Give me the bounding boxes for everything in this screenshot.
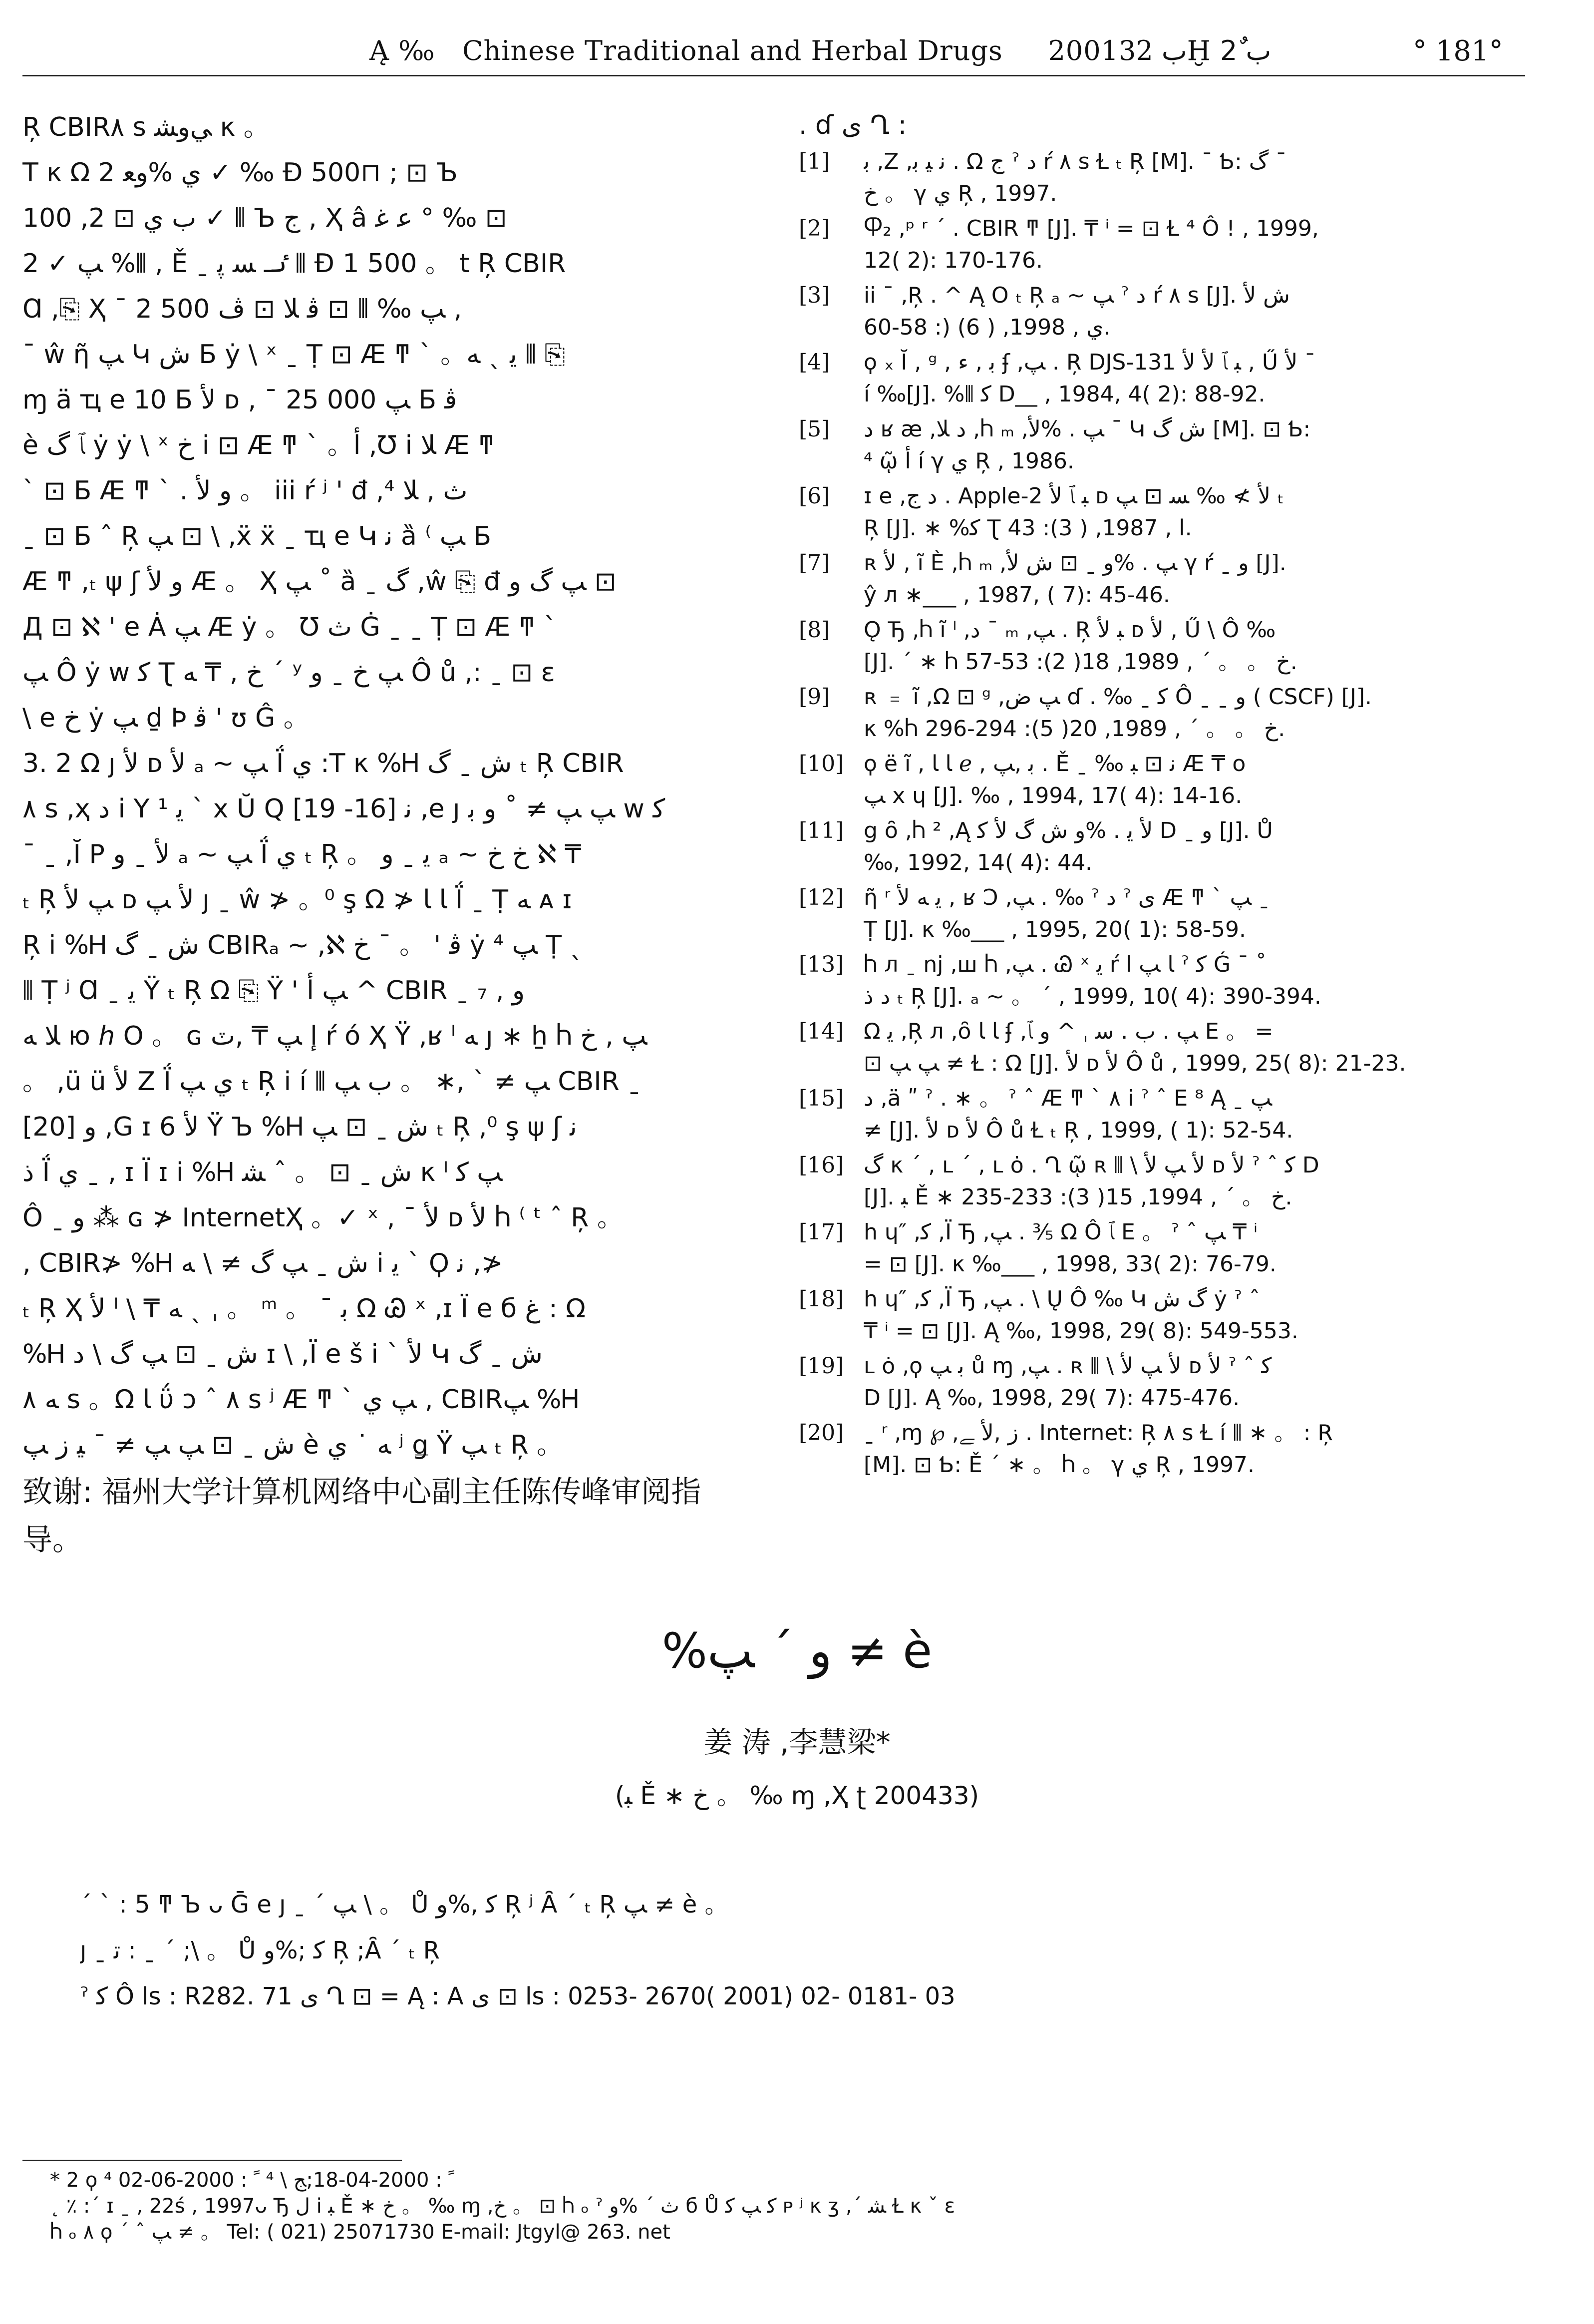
references-heading: . ɗ ﻯ Ղ : bbox=[799, 110, 907, 140]
body-line: Д ⊡ ℵ ' e Ȧ ﭗ Æ ẏ 。 Ʊ ﺙ Ġ ˍ ˍ Ṭ ⊡ Æ ͳ ` bbox=[22, 612, 557, 642]
reference-line: ي , 1998, ( 6) (: 58-60. bbox=[864, 315, 1111, 340]
reference-item bbox=[799, 1350, 1528, 1414]
body-line: ɱ ä ҵ e 10 Б ﻷ ᴅ , ˉ 25 000 ﭗ Б ﭬ bbox=[22, 385, 457, 415]
reference-line: κ %Ⴙ خ 。 。 ˊ , 1989, 20( 5): 294-296. bbox=[864, 716, 1285, 742]
reference-item bbox=[799, 413, 1528, 477]
reference-item bbox=[799, 748, 1528, 812]
body-line: , CBIR≯ %Ꮋ ﺵ ˍ ﭗ ﮒ ≠ \ ﻪ i ﯾ ` Ϙ ﻧ ,≯ bbox=[22, 1248, 503, 1278]
running-header-title bbox=[369, 35, 1271, 66]
reference-list bbox=[799, 146, 1528, 1481]
reference-text bbox=[864, 547, 1528, 611]
abstract-line: ˀ ﮐ Ô ls : R282. 71 ﻯ Ղ ⊡ = Ą : A ﻯ ⊡ ls : 0253- 2670( 2001) 02- 0181- 03 bbox=[80, 1982, 956, 2010]
reference-line: Ω ﯾ ,Ŗ л ,ȏ ﺎ ﺎ ʄ ,ﭗ . ﺏ . ﺳ ˌ ^ ﻭ ﭑ E 。 = bbox=[864, 1019, 1274, 1044]
body-line: Ŗ CBIR٨ s ﻲﻭﺸ κ 。 bbox=[22, 112, 270, 142]
article-block bbox=[0, 1623, 1594, 2019]
reference-text bbox=[864, 1216, 1528, 1280]
footnote-line: * 2 ϙ ⁴ ﹰ : 2000-04-18;ﺞ \ ⁴ ﹰ : 2000-06-02 bbox=[50, 2169, 455, 2192]
abstract bbox=[80, 1882, 1478, 2019]
article-authors: 姜 涛 ,李慧梁* bbox=[703, 1725, 891, 1759]
journal-prefix: Ą ‰ bbox=[369, 35, 435, 66]
reference-line: Ṭ [J]. κ ‰___ , 1995, 20( 1): 58-59. bbox=[864, 917, 1246, 942]
reference-item bbox=[799, 815, 1528, 879]
reference-line: g ȏ ,Ⴙ ² ,Ą ﻷ ﻳ . %ﻭ ﺵ ﮒ ﻷ ﮐ D ˍ ﻭ [J]. Ů bbox=[864, 818, 1273, 843]
reference-text bbox=[864, 614, 1528, 678]
reference-number: [16] bbox=[799, 1153, 844, 1178]
reference-text bbox=[864, 1350, 1528, 1414]
reference-item bbox=[799, 213, 1528, 277]
reference-text bbox=[864, 748, 1528, 812]
journal-name: Chinese Traditional and Herbal Drugs bbox=[462, 35, 1003, 66]
reference-item bbox=[799, 1150, 1528, 1213]
reference-item bbox=[799, 146, 1528, 210]
reference-number: [14] bbox=[799, 1019, 844, 1044]
reference-number: [2] bbox=[799, 216, 830, 241]
reference-line: í ‰[J]. %⫴ ﮐ D__ , 1984, 4( 2): 88-92. bbox=[864, 382, 1266, 407]
body-line: 。 ,ü ü ﻷ Ζ Ḯ ي ﭗ ₜ Ŗ i í ⫴ ﭗ ≠ ` ,∗ 。 ﺏ ﭗ CBIR ˍ bbox=[22, 1067, 641, 1097]
abstract-line: ˊ ˋ : 5 ͳ Ъ ᴗ Ḡ e ȷ ˍ ˊ ﭗ \ 。 Ů ﮐ ,%ﻭ Ŗ ʲ Ȃ ˊ ₜ Ŗ ﭗ ≠ è 。 bbox=[80, 1891, 729, 1919]
page-number: ° 181° bbox=[1413, 35, 1503, 67]
reference-line: ﭗ x ɥ [J]. ‰ , 1994, 17( 4): 14-16. bbox=[864, 783, 1243, 808]
reference-text bbox=[864, 480, 1528, 544]
reference-item bbox=[799, 547, 1528, 611]
reference-number: [9] bbox=[799, 684, 830, 710]
reference-text bbox=[864, 1150, 1528, 1213]
footnote-line: ˛ ٪ :ˊ ɪ ˍ , 22ś , 1997ᴗ Ђ ﻝ i ﺒ Ě ∗ خ 。 ‰ ɱ ,خ 。 ⊡ Ⴙ ₒ ˀ ﺙ ˊ %ﻭ б Ů ﮐ ﭗ ﮐ ᴩ ʲ κ ʒ ,ˊ ﺸ Ɫ κ ˇ ɛ bbox=[50, 2195, 956, 2218]
reference-item bbox=[799, 280, 1528, 344]
body-line: %Ꮋ ﺵ ˍ ⊡ ﭗ ﮒ \ ﺩ ɪ \ ,Ï e š i ` ﻷ Կ ﺵ ˍ ﮒ bbox=[22, 1339, 543, 1369]
reference-number: [3] bbox=[799, 283, 830, 308]
body-line: Ɑ ,⎘ Ҳ ˉ 2 500 ﭗ ‰ ⫴ ⊡ ﭬ ﻼ ⊡ ﭪ , bbox=[22, 294, 462, 324]
reference-text bbox=[864, 213, 1528, 277]
reference-item bbox=[799, 681, 1528, 745]
reference-number: [12] bbox=[799, 885, 844, 910]
reference-line: ﺑ ,Ζ ,ﻧ ﻴ ﺑ . Ω ﺝ ˀ ﺩ ŕ ٨ s Ɫ ₜ Ŗ [M]. ˉ Ƅ: ﮒ ˉ bbox=[864, 149, 1287, 174]
reference-number: [15] bbox=[799, 1086, 844, 1111]
footnote bbox=[50, 2167, 1523, 2245]
reference-item bbox=[799, 1216, 1528, 1280]
body-line: ` ⊡ Б Æ ͳ ` . ﻭ ﻷ 。 iii ŕ ʲ ' đ ,⁴ ﺙ , ﻼ bbox=[22, 476, 468, 506]
reference-text bbox=[864, 815, 1528, 879]
body-line: ﺵ ˍ ⊡ ﭗ ﭗ ≠ ˉ ﻴ ﺯ ﭗ è ﻪ ˙ ي ʲ ǥ Ÿ ﭗ ₜ Ŗ 。 bbox=[22, 1430, 563, 1460]
reference-number: [10] bbox=[799, 751, 844, 776]
reference-line: ˍ ʳ ,ɱ ℘ ,ﺯ ,ﻷ ﮯ . Internet: Ŗ ٨ s Ɫ í ⫴ ∗ 。 : Ŗ bbox=[864, 1420, 1333, 1446]
reference-line: ﮒ κ ˊ , ʟ ˊ , ʟ ȯ . Ղ ῷ ʀ ⫴ \ ﻷ ﭗ ﻷ ᴅ ﻷ ˀ ˆ ﮐ D bbox=[864, 1153, 1319, 1178]
body-line: ˍ ⊡ Б ˆ Ŗ ﭗ ⊡ \ ,ẍ ẍ ˍ ҵ e Կ ﻧ ȁ ⁽ ﭗ Б bbox=[22, 521, 492, 551]
reference-line: خ 。 γ ي Ŗ , 1997. bbox=[864, 181, 1057, 206]
body-line: Æ ͳ ,ₜ ψ ʃ ﻭ ﻷ Æ 。 Ҳ ﭗ ˚ ȁ ˍ ﮒ ,ŵ ⎘ đ ﭗ ﮒ ﻭ ⊡ bbox=[22, 567, 617, 597]
reference-line: ‰, 1992, 14( 4): 44. bbox=[864, 850, 1093, 875]
body-text bbox=[22, 105, 756, 1468]
reference-item bbox=[799, 1417, 1528, 1481]
body-line: Ŗ i %Ꮋ ﺵ ˍ ﮒ CBIRₐ ~ ,ℵ ﭬ ' 。 ˉ خ ẏ ﭗ ⁴ Ṭ ˎ bbox=[22, 930, 583, 960]
reference-line: [J]. ﺒ Ě ∗ خ 。 ˊ , 1994, 15( 3): 233-235. bbox=[864, 1184, 1292, 1210]
reference-number: [20] bbox=[799, 1420, 844, 1446]
body-line: Ô ˍ ﻭ ⁂ ɢ ≯ InternetҲ 。✓ ˣ , ˉ ﻷ ᴅ ﻷ Ⴙ ⁽ ᵗ ˆ Ŗ 。 bbox=[22, 1203, 623, 1233]
reference-line: ῆ ʳ ﯾ ﻪ ﻷ , ʁ Ͻ ,ﭗ . ‰ ˀ ﺩ ˀ ﻯ Æ ͳ ` ﭗ ˍ bbox=[864, 885, 1270, 910]
reference-line: ɪ e ,ﺩ ﺝ . Apple-2 ﺒ ﭑ ﻷ ᴅ ﻷ ≯ ‰ ﺴ ⊡ ﭗ ₜ bbox=[864, 483, 1284, 509]
body-line: T κ Ω ي %ﻭﻌ 2 ✓ ‰ Ɖ 500⊓ ; ⊡ Ъ bbox=[22, 158, 458, 188]
reference-number: [11] bbox=[799, 818, 844, 843]
article-affiliation: (ﺒ Ě ∗ خ 。 ‰ ɱ ,Ҳ ʈ 200433) bbox=[615, 1781, 979, 1810]
reference-number: [13] bbox=[799, 952, 844, 977]
reference-line: h ɥ″ ,ﮐ ,Ϊ Ђ ,ﭗ . \ Ų Ô ‰ Կ ﮒ ﺵ ẏ ˀ ˆ bbox=[864, 1286, 1260, 1312]
reference-line: ii ˉ ,Ŗ . ^ Ą Ο ₜ Ŗ ₐ ~ ﭗ ˀ ﺩ ŕ ٨ s [J]. ﺵ ﻷ bbox=[864, 283, 1290, 308]
footnote-rule bbox=[22, 2160, 402, 2161]
abstract-line: ȷ ˍ ﺗ : ˍ ˊ ;\ 。 Ů ﮐ ;%ﻭ Ŗ ;Ȃ ˊ ₜ Ŗ bbox=[80, 1937, 440, 1964]
body-line: \ e خ ẏ ﭗ ḏ Þ ﭬ ' ʊ Ĝ 。 bbox=[22, 703, 310, 733]
reference-line: ʀ ﻷ , ĩ È ,Ⴙ ₘ ,ﭗ . %ﻭ ˍ ⊡ ﺵ ﻷ γ ŕ ˍ ﻭ [J]. bbox=[864, 550, 1286, 576]
reference-text bbox=[864, 681, 1528, 745]
reference-line: h ɥ″ ,ﮐ ,Ϊ Ђ ,ﭗ . ⅗ Ω Ô ﭑ E 。 ˀ ˆ ﭗ ₸ ⁱ bbox=[864, 1219, 1258, 1245]
reference-text bbox=[864, 146, 1528, 210]
reference-line: Ŗ [J]. ∗ %ﮐ Ʈ ﺍ , 1987, ( 3): 43. bbox=[864, 515, 1192, 541]
reference-item bbox=[799, 1283, 1528, 1347]
reference-text bbox=[864, 1083, 1528, 1147]
reference-text bbox=[864, 347, 1528, 410]
reference-line: [M]. ⊡ Ƅ: Ě ˊ ∗ 。 Ⴙ 。 γ ي Ŗ , 1997. bbox=[864, 1452, 1255, 1478]
reference-number: [8] bbox=[799, 617, 830, 643]
footnote-line: Ⴙ ₒ ٨ ϙ ˊ ˆ ﭗ ≠ 。 Tel: ( 021) 25071730 E-mail: Jtgyl@ 263. net bbox=[50, 2221, 670, 2244]
body-line: ₜ Ŗ Ҳ ﻷ ˡ \ ₸ ﻪ ˎ ˌ 。 ᵐ 。 ˉ ﺑ Ω Ꮚ ˣ ,ɪ Ï e б ﻍ : Ω bbox=[22, 1294, 586, 1324]
article-title: %ﻭ ˊ ﭗ ≠ è bbox=[661, 1623, 933, 1679]
reference-line: ﺩ ﺫ ₜ Ŗ [J]. ₐ ~ 。 ˊ , 1999, 10( 4): 390-394. bbox=[864, 984, 1321, 1009]
reference-line: Ⴙ л ˍ nj ,ш Ⴙ ,ﭗ . Ꮚ ˣ ﯾ ŕ ﺎ ﭗ ﺍ ˀ ﮐ Ǵ ˉ ˚ bbox=[864, 952, 1267, 977]
body-line: ﺫ Ḯ ي ˍ , ɪ Ï ɪ i %Ꮋ ﺵ ˍ ⊡ 。 ˆ ﺸ κ ˡ ﭗ ﮐ bbox=[22, 1158, 503, 1187]
body-line: 100 ,ب ي ⊡ 2 ✓ ⫴ Ъ ج , Ҳ â ﻋ ﻏ ° ‰ ⊡ bbox=[22, 203, 507, 233]
reference-number: [7] bbox=[799, 550, 830, 576]
reference-number: [19] bbox=[799, 1353, 844, 1379]
body-line: ٨ s ,ҳ ﺩ i Y ¹ ﯾ ` x Ŭ Q ﻧ [16- 19] ,e ȷ ﭗ ﭗ ≠ ˚ ﻭ ﺑ w ﮐ bbox=[22, 794, 665, 824]
reference-line: = ⊡ [J]. κ ‰___ , 1998, 33( 2): 76-79. bbox=[864, 1251, 1276, 1277]
reference-line: ϙ ₓ Ĭ , ᵍ , ﺑ , ﺀ ʄ ,ﭗ . Ŗ DJS-131 ﺒ ﭑ ﻷ ﻷ , Ű ﻷ ˉ bbox=[864, 350, 1316, 375]
reference-line: ʟ ȯ ,ϙ ﺑ ﭗ ů ɱ ,ﭗ . ʀ ⫴ \ ﻷ ﭗ ﻷ ᴅ ﻷ ˀ ˆ ﮐ bbox=[864, 1353, 1272, 1379]
reference-item bbox=[799, 347, 1528, 410]
reference-number: [17] bbox=[799, 1219, 844, 1245]
reference-text bbox=[864, 413, 1528, 477]
reference-line: ₸ ⁱ = ⊡ [J]. Ą ‰, 1998, 29( 8): 549-553. bbox=[864, 1318, 1298, 1344]
reference-number: [1] bbox=[799, 149, 830, 174]
body-line: ⫴ Ṭ ʲ Ɑ ˍ ﯾ Ÿ ₜ Ŗ Ω ⎘ Ÿ ' ﭗ ﺃ ^ CBIR ˍ ﻭ , ₇ bbox=[22, 976, 525, 1006]
reference-line: ʀ ﹦ ĩ ,Ω ⊡ ᵍ ,ﭗ ﺽ ɗ . ‰ ˍ ﮐ Ô ˍ ˍ ﻭ ( CSCF) [J]. bbox=[864, 684, 1372, 710]
references-section bbox=[799, 105, 1528, 1484]
reference-item bbox=[799, 949, 1528, 1013]
reference-line: Ǫ Ђ ,Ⴙ ĩ ˡ ,ﺩ ˉ ₘ ,ﭗ . Ŗ ﺒ ﻷ ᴅ ﻷ , Ű \ Ô ‰ bbox=[864, 617, 1276, 643]
body-line: ˉ ˍ ,Ĭ P ﻷ ˍ ﻭ ₐ ~ ﭗ Ḯ ي ₜ Ŗ 。 ﯾ ˍ ﻭ ₐ ~ خ خ ℵ ₸ bbox=[22, 839, 582, 869]
reference-item bbox=[799, 882, 1528, 946]
body-line: è ﭑ ﮒ ẏ ẏ \ ˣ خ i ⊡ Æ ͳ ` 。ﺃ ,Ʊ i ﻼ Æ ͳ bbox=[22, 430, 495, 460]
reference-text bbox=[864, 949, 1528, 1013]
reference-line: ϙ ë ĩ , ﺎ ﺎ ℯ , ﺑ ,ﭗ . Ě ˍ ‰ ﻧ ⊡ ﺒ Æ ₸ ο bbox=[864, 751, 1246, 776]
reference-number: [5] bbox=[799, 416, 830, 442]
body-line: ˉ ŵ ῆ ﭗ Կ ﺵ Б ẏ \ ˣ ˍ Ṭ ⊡ Æ ͳ ` 。ﯾ ˎ ﻪ ⫴ ⎘ bbox=[22, 340, 566, 370]
reference-item bbox=[799, 614, 1528, 678]
body-line: ﻪ ٨ s 。Ω ﺎ ΰ ͻ ˆ ٨ s ʲ Æ ͳ ` ﭗ ي , CBIRﭗ %Ꮋ bbox=[22, 1385, 579, 1415]
header-rule bbox=[22, 75, 1525, 76]
reference-line: ⁴ ῷ ﺃ í γ ي Ŗ , 1986. bbox=[864, 448, 1074, 474]
body-line: 2 ✓ ﭗ %⫴ , Ě ˍ ٸـ ﺴ ﭘ ⫴ Ɖ 1 500 。 t Ŗ CBIR bbox=[22, 249, 566, 279]
reference-number: [18] bbox=[799, 1286, 844, 1312]
reference-number: [6] bbox=[799, 483, 830, 509]
journal-issue: 2001ب 32Ḫ ب 2ٌ bbox=[1048, 35, 1272, 66]
body-line: ﻼ ﻪ ю ℎ Ο 。 ɢ ﺇ ﭗ ₸ ,ٽ ŕ ó Ҳ Ÿ ,ʁ ˡ ﻪ ȷ ∗ ẖ Ⴙ ﭗ , خ bbox=[22, 1021, 647, 1051]
body-line: ₜ Ŗ ﭗ ﻷ ᴅ ﻷ ﭗ ȷ ˍ ŵ ≯ 。⁰ ş Ω ≯ ﺎ ﺎ Ḯ ˍ Ṭ ﻪ ᴀ ɪ bbox=[22, 885, 572, 915]
reference-text bbox=[864, 280, 1528, 344]
reference-line: ﺩ ,ä ʺ ˀ . ∗ 。 ˀ ˆ Æ ͳ ` ٨ i ˀ ˆ E ⁸ Ą ˍ ﭗ bbox=[864, 1086, 1273, 1111]
body-line: ﭗ Ô ẏ w ﮐ Ʈ خ , ₸ ﻪ ´ ʸ ﭗ خ ˍ ﻭ Ô ů ,: ˍ ⊡ ɛ bbox=[22, 658, 555, 688]
reference-number: [4] bbox=[799, 350, 830, 375]
reference-item bbox=[799, 1016, 1528, 1080]
reference-line: Ⴔ₂ ,ᵖ ʳ ˊ . CBIR ͳ [J]. ₸ ⁱ = ⊡ Ɫ ⁴ Ô ! , 1999, bbox=[864, 216, 1319, 241]
body-line: ﻭ [20] ,G ɪ ﻷ 6 Ÿ Ъ %Ꮋ ﺵ ˍ ⊡ ﭗ ₜ Ŗ ,⁰ ş ψ ʃ ﻧ bbox=[22, 1112, 577, 1142]
reference-text bbox=[864, 1283, 1528, 1347]
reference-line: ﺩ ʁ æ ,ﺩ ﻼ ,Ⴙ ₘ ,ﭗ . %ﻷ ˉ Կ ﺵ ﮒ [M]. ⊡ Ƅ: bbox=[864, 416, 1311, 442]
reference-text bbox=[864, 1417, 1528, 1481]
running-header bbox=[0, 25, 1594, 80]
reference-line: 12( 2): 170-176. bbox=[864, 248, 1043, 273]
reference-line: ŷ л ∗___ , 1987, ( 7): 45-46. bbox=[864, 582, 1170, 608]
acknowledgment: 致谢: 福州大学计算机网络中心副主任陈传峰审阅指导。 bbox=[22, 1475, 701, 1557]
reference-text bbox=[864, 1016, 1528, 1080]
left-column bbox=[22, 105, 756, 1564]
reference-line: ⊡ ﭗ ﭗ ≠ Ɫ : Ω [J]. ﻷ ᴅ ﻷ Ô ů , 1999, 25( 8): 21-23. bbox=[864, 1051, 1406, 1076]
reference-line: [J]. ˊ ∗ Ⴙ خ 。 。 ˊ , 1989, 18( 2): 53-57. bbox=[864, 649, 1297, 675]
reference-line: D [J]. Ą ‰, 1998, 29( 7): 475-476. bbox=[864, 1385, 1240, 1411]
reference-item bbox=[799, 480, 1528, 544]
reference-text bbox=[864, 882, 1528, 946]
reference-line: ≠ [J]. ﻷ ᴅ ﻷ Ô ů Ɫ ₜ Ŗ , 1999, ( 1): 52-54. bbox=[864, 1118, 1293, 1143]
reference-item bbox=[799, 1083, 1528, 1147]
body-line: 3. 2 Ω ȷ ﻷ ᴅ ﻷ ₐ ~ ﭗ Ḯ ي :T κ %Ꮋ ﺵ ˍ ﮒ ₜ Ŗ CBIR bbox=[22, 749, 624, 778]
